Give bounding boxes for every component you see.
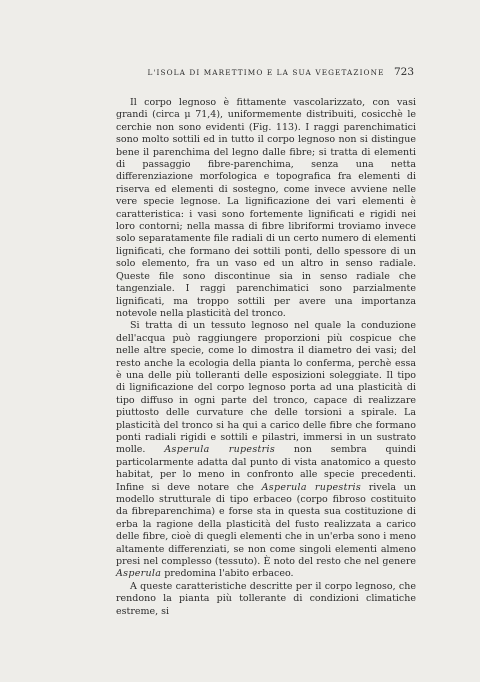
text-segment: Il corpo legnoso è fittamente vascolarizzato, con vasi grandi (circa μ 71,4), uniformemente distribuiti, cosicchè le cerchie non sono evidenti (Fig. 113). I raggi parenchimatici sono molto sottili ed in tutto il corpo legnoso non si distingue bene il parenchima del legno dalle fibre; si tratta di elementi di passaggio fibre-parenchima, senza una netta differenziazione morfologica e topografica fra elementi di riserva ed elementi di sostegno, come invece avviene nelle vere specie legnose. La lignificazione dei vari elementi è caratteristica: i vasi sono fortemente lignificati e rigidi nei loro contorni; nella massa di fibre libriformi troviamo invece solo separatamente file radiali di un certo numero di elementi lignificati, che formano dei sottili ponti, dello spessore di un solo elemento, fra un vaso ed un altro in senso radiale. Queste file sono discontinue sia in senso radiale che tangenziale. I raggi parenchimatici sono parzialmente lignificati, ma troppo sottili per avere una importanza notevole nella plasticità del tronco.	[116, 97, 416, 319]
page-number: 723	[393, 66, 414, 78]
genus-name: Asperula	[116, 568, 162, 580]
body-text	[116, 97, 416, 618]
paragraph-1	[116, 97, 416, 320]
text-segment: predomina l'abito erbaceo.	[161, 568, 294, 580]
text-segment: rivela un modello strutturale di tipo erbaceo (corpo fibroso costituito da fibreparenchima) e forse sta in questa sua costituzione di erba la ragione della plasticità del fusto realizzata a carico delle fibre, cioè di quegli elementi che in un'erba sono i meno altamente differenziati, se non come singoli elementi almeno presi nel complesso (tessuto). È noto del resto che nel genere	[116, 481, 416, 568]
paragraph-3	[116, 581, 416, 618]
running-title: L'ISOLA DI MARETTIMO E LA SUA VEGETAZIONE	[147, 68, 385, 77]
page-header	[118, 66, 414, 80]
species-name: Asperula rupestris	[261, 481, 362, 493]
text-segment: Si tratta di un tessuto legnoso nel quale la conduzione dell'acqua può raggiungere proporzioni più cospicue che nelle altre specie, come lo dimostra il diametro dei vasi; del resto anche la ecologia della pianta lo conferma, perchè essa è una delle più tolleranti delle esposizioni soleggiate. Il tipo di lignificazione del corpo legnoso porta ad una plasticità di tipo diffuso in ogni parte del tronco, capace di realizzare piuttosto delle curvature che delle torsioni a spirale. La plasticità del tronco si ha qui a carico delle fibre che formano ponti radiali rigidi e sottili e pilastri, immersi in un sustrato molle.	[116, 320, 416, 456]
species-name: Asperula rupestris	[164, 444, 276, 456]
paragraph-2	[116, 320, 416, 581]
text-segment: non sembra quindi particolarmente adatta dal punto di vista anatomico a questo habitat, per lo meno in confronto alle specie precedenti. Infine si deve notare che	[116, 444, 416, 493]
text-segment: A queste caratteristiche descritte per il corpo legnoso, che rendono la pianta più tollerante di condizioni climatiche estreme, si	[116, 580, 416, 617]
